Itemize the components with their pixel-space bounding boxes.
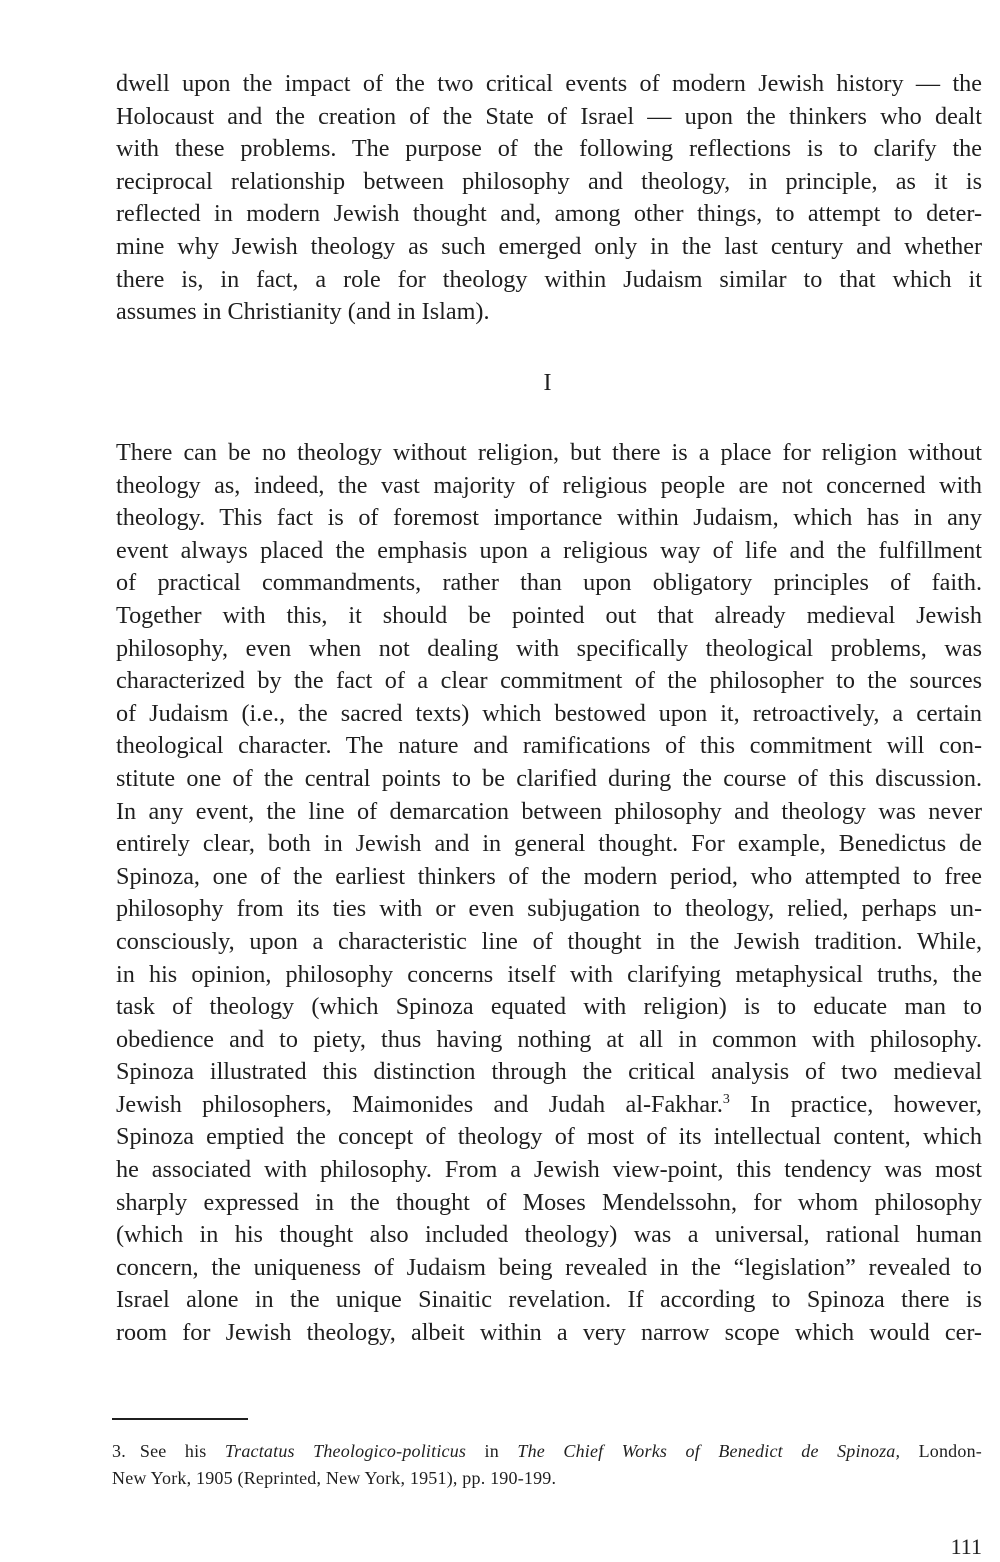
text-line: reciprocal relationship between philosophy and theology, in principle, as it is	[116, 167, 982, 195]
section-heading: I	[543, 370, 552, 396]
text-line: he associated with philosophy. From a Jewish view-point, this tendency was most	[116, 1156, 982, 1184]
text-line: assumes in Christianity (and in Islam).	[116, 298, 490, 326]
text-line: philosophy from its ties with or even subjugation to theology, relied, perhaps un-	[116, 895, 982, 923]
text-line: concern, the uniqueness of Judaism being revealed in the “legislation” revealed to	[116, 1253, 982, 1281]
text-line: theology as, indeed, the vast majority of religious people are not concerned with	[116, 471, 982, 499]
text-line: obedience and to piety, thus having nothing at all in common with philosophy.	[116, 1025, 982, 1053]
footnote-reference[interactable]: 3	[722, 1091, 730, 1107]
text-fragment: Jewish philosophers, Maimonides and Judah al-Fakhar.	[116, 1090, 723, 1118]
paragraph-section-one	[116, 437, 982, 1350]
text-line: Holocaust and the creation of the State of Israel — upon the thinkers who dealt	[116, 102, 982, 130]
text-fragment: See his	[139, 1441, 225, 1461]
text-line: In any event, the line of demarcation between philosophy and theology was never	[116, 797, 982, 825]
footnote-line	[112, 1438, 982, 1465]
text-line: of practical commandments, rather than upon obligatory principles of faith.	[116, 569, 982, 597]
text-fragment: in	[466, 1441, 518, 1461]
text-line: of Judaism (i.e., the sacred texts) which bestowed upon it, retroactively, a certain	[116, 699, 982, 727]
footnote-number: 3.	[112, 1441, 126, 1461]
text-line: in his opinion, philosophy concerns itself with clarifying metaphysical truths, the	[116, 960, 982, 988]
text-line: sharply expressed in the thought of Moses Mendelssohn, for whom philosophy	[116, 1188, 982, 1216]
text-line	[116, 1089, 982, 1122]
page-number: 111	[950, 1534, 982, 1559]
text-line: There can be no theology without religion, but there is a place for religion without	[116, 439, 982, 466]
footnote-line: New York, 1905 (Reprinted, New York, 1951), pp. 190-199.	[112, 1468, 557, 1488]
text-line: characterized by the fact of a clear commitment of the philosopher to the sources	[116, 667, 982, 695]
text-line: Spinoza, one of the earliest thinkers of the modern period, who attempted to free	[116, 862, 982, 890]
footnote-book-title: The Chief Works of Benedict de Spinoza,	[517, 1441, 901, 1461]
text-line: room for Jewish theology, albeit within a very narrow scope which would cer-	[116, 1319, 982, 1347]
text-line: Spinoza illustrated this distinction through the critical analysis of two medieval	[116, 1058, 982, 1086]
text-line: entirely clear, both in Jewish and in general thought. For example, Benedictus de	[116, 830, 982, 858]
text-line: consciously, upon a characteristic line of thought in the Jewish tradition. While,	[116, 927, 982, 955]
text-fragment: London-	[900, 1441, 982, 1461]
text-fragment: In practice, however,	[729, 1090, 982, 1118]
text-line: dwell upon the impact of the two critical events of modern Jewish history — the	[116, 70, 982, 97]
footnote-divider	[112, 1418, 248, 1420]
text-line: reflected in modern Jewish thought and, among other things, to attempt to deter-	[116, 200, 982, 228]
text-line: mine why Jewish theology as such emerged only in the last century and whether	[116, 232, 982, 260]
text-line: with these problems. The purpose of the following reflections is to clarify the	[116, 135, 982, 163]
paragraph-intro-continuation	[116, 68, 982, 329]
footnote	[112, 1438, 982, 1492]
text-line: philosophy, even when not dealing with specifically theological problems, was	[116, 634, 982, 662]
text-line: task of theology (which Spinoza equated with religion) is to educate man to	[116, 993, 982, 1021]
text-line: (which in his thought also included theology) was a universal, rational human	[116, 1221, 982, 1249]
text-line: theological character. The nature and ramifications of this commitment will con-	[116, 732, 982, 760]
footnote-title: Tractatus Theologico-politicus	[224, 1441, 467, 1461]
text-line: stitute one of the central points to be clarified during the course of this discussion.	[116, 764, 982, 792]
text-line: Together with this, it should be pointed out that already medieval Jewish	[116, 601, 982, 629]
text-line: theology. This fact is of foremost importance within Judaism, which has in any	[116, 504, 982, 532]
text-line: Israel alone in the unique Sinaitic revelation. If according to Spinoza there is	[116, 1286, 982, 1314]
text-line: there is, in fact, a role for theology within Judaism similar to that which it	[116, 265, 982, 293]
text-line: event always placed the emphasis upon a religious way of life and the fulfillment	[116, 536, 982, 564]
text-line: Spinoza emptied the concept of theology of most of its intellectual content, which	[116, 1123, 982, 1151]
